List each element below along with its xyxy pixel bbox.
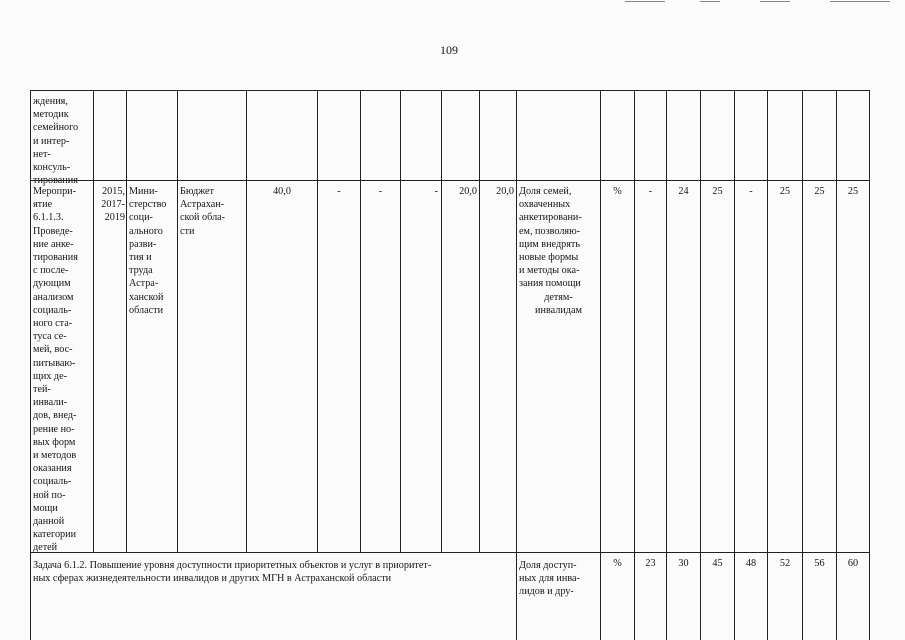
measure-indicator-value: - — [749, 186, 753, 197]
measure-indicator-value: 25 — [847, 186, 859, 197]
prev-row-name: ждения, методик семейного и интер- нет- консуль- тирования — [33, 96, 79, 187]
scan-artifact — [625, 1, 665, 2]
task-indicator-value: 48 — [745, 558, 757, 569]
measure-indicator-value: 24 — [678, 186, 689, 197]
measure-total: 40,0 — [273, 186, 291, 197]
task-indicator-value: 23 — [645, 558, 656, 569]
task-unit: % — [613, 558, 622, 569]
scan-artifact — [830, 1, 890, 2]
task-indicator-value: 45 — [712, 558, 723, 569]
scan-artifact — [760, 1, 790, 2]
measure-indicator-value: 25 — [712, 186, 723, 197]
task-indicator-value: 60 — [847, 558, 859, 569]
measure-indicator-value: 25 — [779, 186, 791, 197]
task-title: Задача 6.1.2. Повышение уровня доступности приоритетных объектов и услуг в приоритет- ных сферах жизнедеятельности инвалидов и других МГН в Астраханской области — [33, 560, 432, 585]
measure-indicator-value: 25 — [814, 186, 825, 197]
measure-year-value: - — [337, 186, 341, 197]
measure-year-value: 20,0 — [459, 186, 477, 197]
scan-artifact — [700, 1, 720, 2]
task-indicator-value: 52 — [779, 558, 791, 569]
task-indicator-value: 56 — [814, 558, 825, 569]
measure-name: Меропри- ятие 6.1.1.3. Проведе- ние анке- тирования с после- дующим анализом социаль- ного ста- туса се- мей, вос- питываю- щих де- тей- инвали- дов, внед- рение но- вых форм и методов оказания социаль- ной по- мощи данной категории детей — [33, 186, 78, 554]
measure-indicator: Доля семей, охваченных анкетировани- ем, позволяю- щим внедрять новые формы и методы ока- зания помощи детям- инвалидам — [519, 186, 582, 316]
measure-year-value: 20,0 — [496, 186, 514, 197]
measure-funding-source: Бюджет Астрахан- ской обла- сти — [180, 186, 226, 237]
task-indicator-value: 30 — [678, 558, 689, 569]
measure-indicator-value: - — [648, 186, 653, 197]
page-number: 109 — [440, 43, 458, 57]
task-indicator: Доля доступ- ных для инва- лидов и дру- — [519, 560, 580, 598]
measure-unit: % — [613, 186, 622, 197]
measure-executor: Мини- стерство соци- ального разви- тия и труда Астра- ханской области — [129, 186, 167, 316]
measure-years: 2015, 2017- 2019 — [101, 186, 125, 224]
measure-year-value: - — [434, 186, 438, 197]
measure-year-value: - — [378, 186, 383, 197]
